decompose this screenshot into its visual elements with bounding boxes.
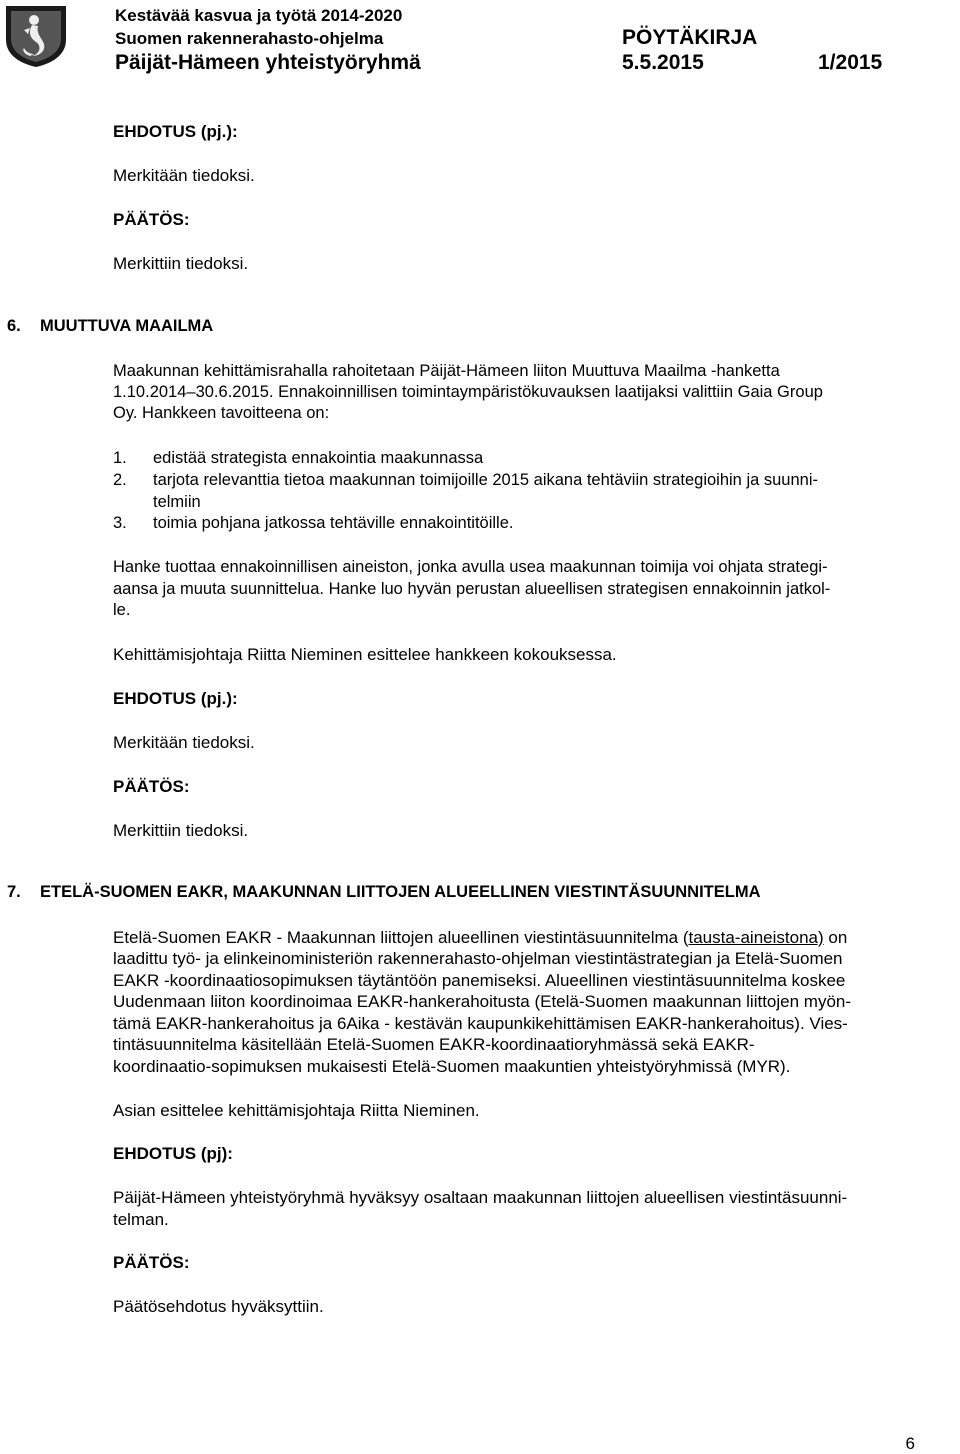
section-7-paragraph-line: EAKR -koordinaatiosopimuksen täytäntöön panemiseksi. Alueellinen viestintäsuunnitelma koskee xyxy=(113,971,846,990)
section-6-number: 6. xyxy=(7,317,21,335)
section-7-paragraph-line: koordinaatio-sopimuksen mukaisesti Etelä-Suomen maakuntien yhteistyöryhmissä (MYR). xyxy=(113,1057,791,1076)
decision-text: Päätösehdotus hyväksyttiin. xyxy=(113,1297,324,1316)
section-7-paragraph-line: Uudenmaan liiton koordinoimaa EAKR-hankerahoitusta (Etelä-Suomen maakunnan liittojen myön- xyxy=(113,992,852,1011)
group-name: Päijät-Hämeen yhteistyöryhmä xyxy=(115,51,421,74)
proposal-text: telman. xyxy=(113,1210,169,1229)
list-item-number: 3. xyxy=(113,514,127,532)
list-item-text: telmiin xyxy=(153,493,201,511)
section-6-paragraph-line: Maakunnan kehittämisrahalla rahoitetaan Päijät-Hämeen liiton Muuttuva Maailma -hanketta xyxy=(113,362,780,380)
section-6-paragraph-line: 1.10.2014–30.6.2015. Ennakoinnillisen toimintaympäristökuvauksen laatijaksi valittiin Gaia Group xyxy=(113,383,823,401)
decision-text: Merkittiin tiedoksi. xyxy=(113,821,249,840)
background-material-link[interactable]: tausta-aineistona) xyxy=(688,928,824,947)
section-6-paragraph-line: le. xyxy=(113,601,131,619)
list-item-number: 1. xyxy=(113,449,127,467)
proposal-text: Merkitään tiedoksi. xyxy=(113,733,255,752)
decision-heading: PÄÄTÖS: xyxy=(113,777,190,796)
list-item-text: toimia pohjana jatkossa tehtäville ennakointitöille. xyxy=(153,514,514,532)
decision-heading: PÄÄTÖS: xyxy=(113,1253,190,1272)
program-title: Kestävää kasvua ja työtä 2014-2020 xyxy=(115,6,403,25)
meeting-date: 5.5.2015 xyxy=(622,51,704,74)
section-6-presenter: Kehittämisjohtaja Riitta Nieminen esittelee hankkeen kokouksessa. xyxy=(113,645,617,664)
minutes-number: 1/2015 xyxy=(818,51,883,74)
section-7-title: ETELÄ-SUOMEN EAKR, MAAKUNNAN LIITTOJEN ALUEELLINEN VIESTINTÄSUUNNITELMA xyxy=(40,883,761,901)
page-number: 6 xyxy=(905,1434,915,1453)
section-6-paragraph-line: Hanke tuottaa ennakoinnillisen aineiston, jonka avulla usea maakunnan toimija voi ohjata strategi- xyxy=(113,558,828,576)
section-7-paragraph-line: tämä EAKR-hankerahoitus ja 6Aika - kestävän kaupunkikehittämisen EAKR-hankerahoitus). Vies- xyxy=(113,1014,848,1033)
list-item-text: edistää strategista ennakointia maakunnassa xyxy=(153,449,484,467)
proposal-text: Merkitään tiedoksi. xyxy=(113,166,255,185)
decision-text: Merkittiin tiedoksi. xyxy=(113,254,249,273)
decision-heading: PÄÄTÖS: xyxy=(113,210,190,229)
section-7-paragraph-line: Etelä-Suomen EAKR - Maakunnan liittojen alueellinen viestintäsuunnitelma (tausta-aineistona) on xyxy=(113,928,848,947)
document-type: PÖYTÄKIRJA xyxy=(622,26,758,49)
section-6-title: MUUTTUVA MAAILMA xyxy=(40,317,214,335)
section-6-paragraph-line: Oy. Hankkeen tavoitteena on: xyxy=(113,404,330,422)
proposal-text: Päijät-Hämeen yhteistyöryhmä hyväksyy osaltaan maakunnan liittojen alueellisen viestintäsuunni- xyxy=(113,1188,848,1207)
program-subtitle: Suomen rakennerahasto-ohjelma xyxy=(115,29,384,48)
section-7-paragraph-line: tintäsuunnitelma käsitellään Etelä-Suomen EAKR-koordinaatioryhmässä sekä EAKR- xyxy=(113,1035,755,1054)
section-7-number: 7. xyxy=(7,883,21,901)
list-item-number: 2. xyxy=(113,471,127,489)
proposal-heading: EHDOTUS (pj.): xyxy=(113,689,238,708)
proposal-heading: EHDOTUS (pj.): xyxy=(113,122,238,141)
section-7-paragraph-line: laadittu työ- ja elinkeinoministeriön rakennerahasto-ohjelman viestintästrategian ja Etelä-Suomen xyxy=(113,949,843,968)
section-7-presenter: Asian esittelee kehittämisjohtaja Riitta Nieminen. xyxy=(113,1101,480,1120)
coat-of-arms-logo xyxy=(4,4,68,68)
list-item-text: tarjota relevanttia tietoa maakunnan toimijoille 2015 aikana tehtäviin strategioihin ja suunni- xyxy=(153,471,818,489)
proposal-heading: EHDOTUS (pj): xyxy=(113,1144,233,1163)
section-6-paragraph-line: aansa ja muuta suunnittelua. Hanke luo hyvän perustan alueellisen strategisen ennakoinnin jatkol- xyxy=(113,580,831,598)
